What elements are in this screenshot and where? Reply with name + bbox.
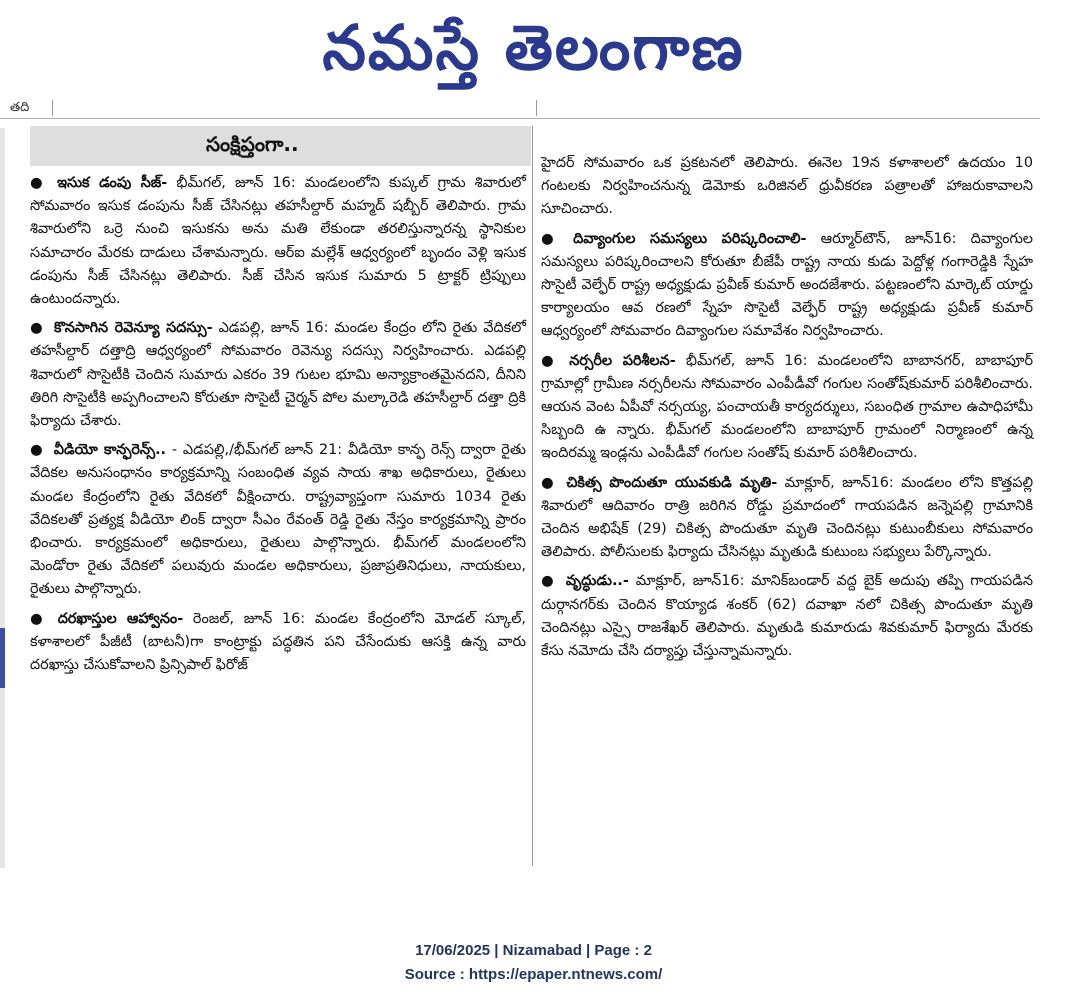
news-item-sand-seizure (30, 172, 526, 311)
news-body: ఎడపల్లి, జూన్ 16: మండల కేంద్రం లోని రైతు వేదికలో తహసీల్దార్ దత్తాద్రి ఆధ్వర్యంలో సోమవారం రెవెన్యు సదస్సు నిర్వహించారు. ఎడపల్లి శివారులో సొసైటీకి చెందిన సుమారు ఎకరం 39 గుటల భూమి అన్యాక్రాంతమైనదని, దీనిని తిరిగి సొసైటీకి అప్పగించాలని కోరుతూ సొసైటీ చైర్మన్ పోల మల్కారెడి తహసీల్దార్ దత్తా ద్రికి ఫిర్యాదు చేశారు. (30, 320, 526, 430)
news-headline: వృద్ధుడు..- (565, 573, 629, 590)
bullet-icon: ● (541, 352, 560, 369)
footer-edition-line: 17/06/2025 | Nizamabad | Page : 2 (415, 942, 652, 959)
bullet-icon: ● (30, 175, 48, 191)
right-column (541, 152, 1033, 669)
news-headline: ఇసుక డంపు సీజ్- (57, 175, 168, 191)
news-body: మాక్లూర్, జూన్16: మండలం లోని కొత్తపల్లి శివారులో ఆదివారం రాత్రి జరిగిన రోడ్డు ప్రమాదంలో గాయపడిన జన్నెపల్లి గ్రామానికి చెందిన అభిషేక్ (29) చికిత్స పొందుతూ మృతి చెందినట్లు కుటుంబీకులు సోమవారం తెలిపారు. పోలీసులకు ఫిర్యాదు చేసినట్లు మృతుడి కుటుంబ సభ్యులు పేర్కొన్నారు. (541, 474, 1033, 561)
news-headline: కొనసాగిన రెవెన్యూ సదస్సు- (53, 320, 213, 337)
news-body: భీమ్‌గల్, జూన్ 16: మండలంలోని బాబానగర్, బాబాపూర్ గ్రామాల్లో గ్రామీణ నర్సరీలను సోమవారం ఎంపీడీవో గంగుల సంతోష్‌కుమార్ పరిశీలించారు. ఆయన వెంట ఏపీవో నర్సయ్య, పంచాయతీ కార్యదర్శులు, సబంధిత గ్రామాల ఉపాధిహామీ సిబ్బంది ఉ న్నారు. భీమ్‌గల్ మండలంలోని బాబాపూర్ గ్రామంలో నిర్మాణంలో ఉన్న ఇందిరమ్మ ఇండ్లను ఎంపీడీవో గంగుల సంతోష్ కుమార్ పరిశీలించారు. (541, 352, 1033, 462)
header-rule (0, 118, 1040, 119)
news-item-applications (30, 608, 526, 678)
news-item-nursery-inspection (541, 350, 1033, 466)
section-title: సంక్షిప్తంగా.. (30, 126, 531, 166)
page-edge-marker (0, 628, 5, 688)
bullet-icon: ● (30, 442, 44, 459)
news-item-revenue-meeting (30, 317, 526, 433)
left-column (30, 172, 526, 683)
news-body: - ఎడపల్లి,/భీమ్‌గల్ జూన్ 21: వీడియో కాన్ఫ రెన్స్ ద్వారా రైతు వేదికల అనుసంధానం కార్యక్రమాన్ని సంబంధిత వ్యవ సాయ శాఖ అధికారులు, రైతులు మండల కేంద్రంలోని రైతు వేదికలో వీక్షించారు. రాష్ట్రవ్యాప్తంగా సుమారు 1034 రైతు వేదికలతో ప్రత్యక్ష వీడియో లింక్ ద్వారా సీఎం రేవంత్ రెడ్డి రైతు నేస్తం కార్యక్రమాన్ని ప్రారం భించారు. కార్యక్రమంలో అధికారులు, రైతులు పాల్గొన్నారు. భీమ్‌గల్ మండలంలోని మెండోరా రైతు వేదికలో పలువురు మండల అధికారులు, ప్రజాప్రతినిధులు, నాయకులు, రైతులు పాల్గొన్నారు. (30, 442, 526, 598)
news-body: రెంజల్, జూన్ 16: మండల కేంద్రంలోని మోడల్ స్కూల్, కళాశాలలో పీజీటీ (బాటనీ)గా కాంట్రాక్టు పద్ధతిన పని చేసేందుకు ఆసక్తి ఉన్న వారు దరఖాస్తు చేసుకోవాలని ప్రిన్సిపాల్ ఫిరోజ్ (30, 610, 526, 674)
column-divider (532, 126, 533, 866)
bullet-icon: ● (541, 474, 557, 491)
header-tick (536, 100, 537, 116)
bullet-icon: ● (30, 610, 48, 627)
news-headline: చికిత్స పొందుతూ యువకుడి మృతి- (566, 474, 778, 491)
bullet-icon: ● (541, 230, 564, 247)
news-continuation: హైదర్ సోమవారం ఒక ప్రకటనలో తెలిపారు. ఈనెల 19న కళాశాలలో ఉదయం 10 గంటలకు నిర్వహించనున్న డెమోకు ఒరిజినల్ ధ్రువీకరణ పత్రాలతో హాజరుకావాలని సూచించారు. (541, 155, 1033, 218)
news-headline: దరఖాస్తుల ఆహ్వానం- (57, 610, 184, 627)
bullet-icon: ● (30, 320, 44, 337)
news-body: ఆర్మూర్‌టౌన్, జూన్16: దివ్యాంగుల సమస్యలు పరిష్కరించాలని కోరుతూ బీజేపీ రాష్ట్ర నాయ కుడు పెద్దోళ్ల గంగారెడ్డికి స్నేహ సొసైటీ వెల్ఫేర్ రాష్ట్ర అధ్యక్షుడు ప్రవీణ్ కుమార్ అందజేశారు. పట్టణంలోని మార్కెట్ యార్డు కార్యాలయం ఆవ రణలో స్నేహ సొసైటీ వెల్ఫేర్ రాష్ట్ర అధ్యక్షుడు ప్రవీణ్ కుమార్ ఆధ్వర్యంలో సోమవారం దివ్యాంగుల సమావేశం నిర్వహించారు. (541, 230, 1033, 340)
news-body: భీమ్‌గల్, జూన్ 16: మండలంలోని కుప్కల్ గ్రామ శివారులో సోమవారం ఇసుక డంపును సీజ్ చేసినట్లు తహసీల్దార్ మహ్మద్ షబ్బీర్ తెలిపారు. గ్రామ శివారులోని ఒర్రె నుంచి ఇసుకను అను మతి లేకుండా తరలిస్తున్నారన్న స్థానికుల సమాచారం మేరకు దాడులు చేశామన్నారు. ఆర్ఐ మల్లేశ్ ఆధ్వర్యంలో బృందం వెళ్లి ఇసుక డంపును సీజ్ చేసినట్లు తెలిపారు. సీజ్ చేసిన ఇసుక సుమారు 5 ట్రాక్టర్ ట్రిప్పులు ఉంటుందన్నారు. (30, 175, 526, 308)
news-headline: దివ్యాంగుల సమస్యలు పరిష్కరించాలి- (573, 230, 807, 247)
news-body: మాక్లూర్, జూన్16: మానిక్‌బండార్ వద్ద బైక్ అదుపు తప్పి గాయపడిన దుర్గానగర్‌కు చెందిన కొయ్యాడ శంకర్ (62) దవాఖా నలో చికిత్స పొందుతూ మృతి చెందినట్లు ఎస్సై రాజశేఖర్ తెలిపారు. మృతుడి కుమారుడు శివకుమార్ ఫిర్యాదు మేరకు కేసు నమోదు చేసి దర్యాప్తు చేస్తున్నామన్నారు. (541, 573, 1033, 660)
header-tick (52, 100, 53, 116)
bullet-icon: ● (541, 573, 556, 590)
news-headline: వీడియో కాన్ఫరెన్స్.. (53, 442, 167, 459)
page-edge (0, 128, 5, 868)
news-headline: నర్సరీల పరిశీలన- (569, 352, 676, 369)
news-item-youth-death (541, 472, 1033, 565)
news-item-disabled-issues (541, 228, 1033, 344)
news-item-video-conference (30, 439, 526, 601)
news-item-elderly-death (541, 570, 1033, 663)
newspaper-masthead: నమస్తే తెలంగాణ (322, 11, 745, 84)
dateline: తది (10, 100, 30, 115)
footer-source-link[interactable]: Source : https://epaper.ntnews.com/ (404, 966, 663, 983)
